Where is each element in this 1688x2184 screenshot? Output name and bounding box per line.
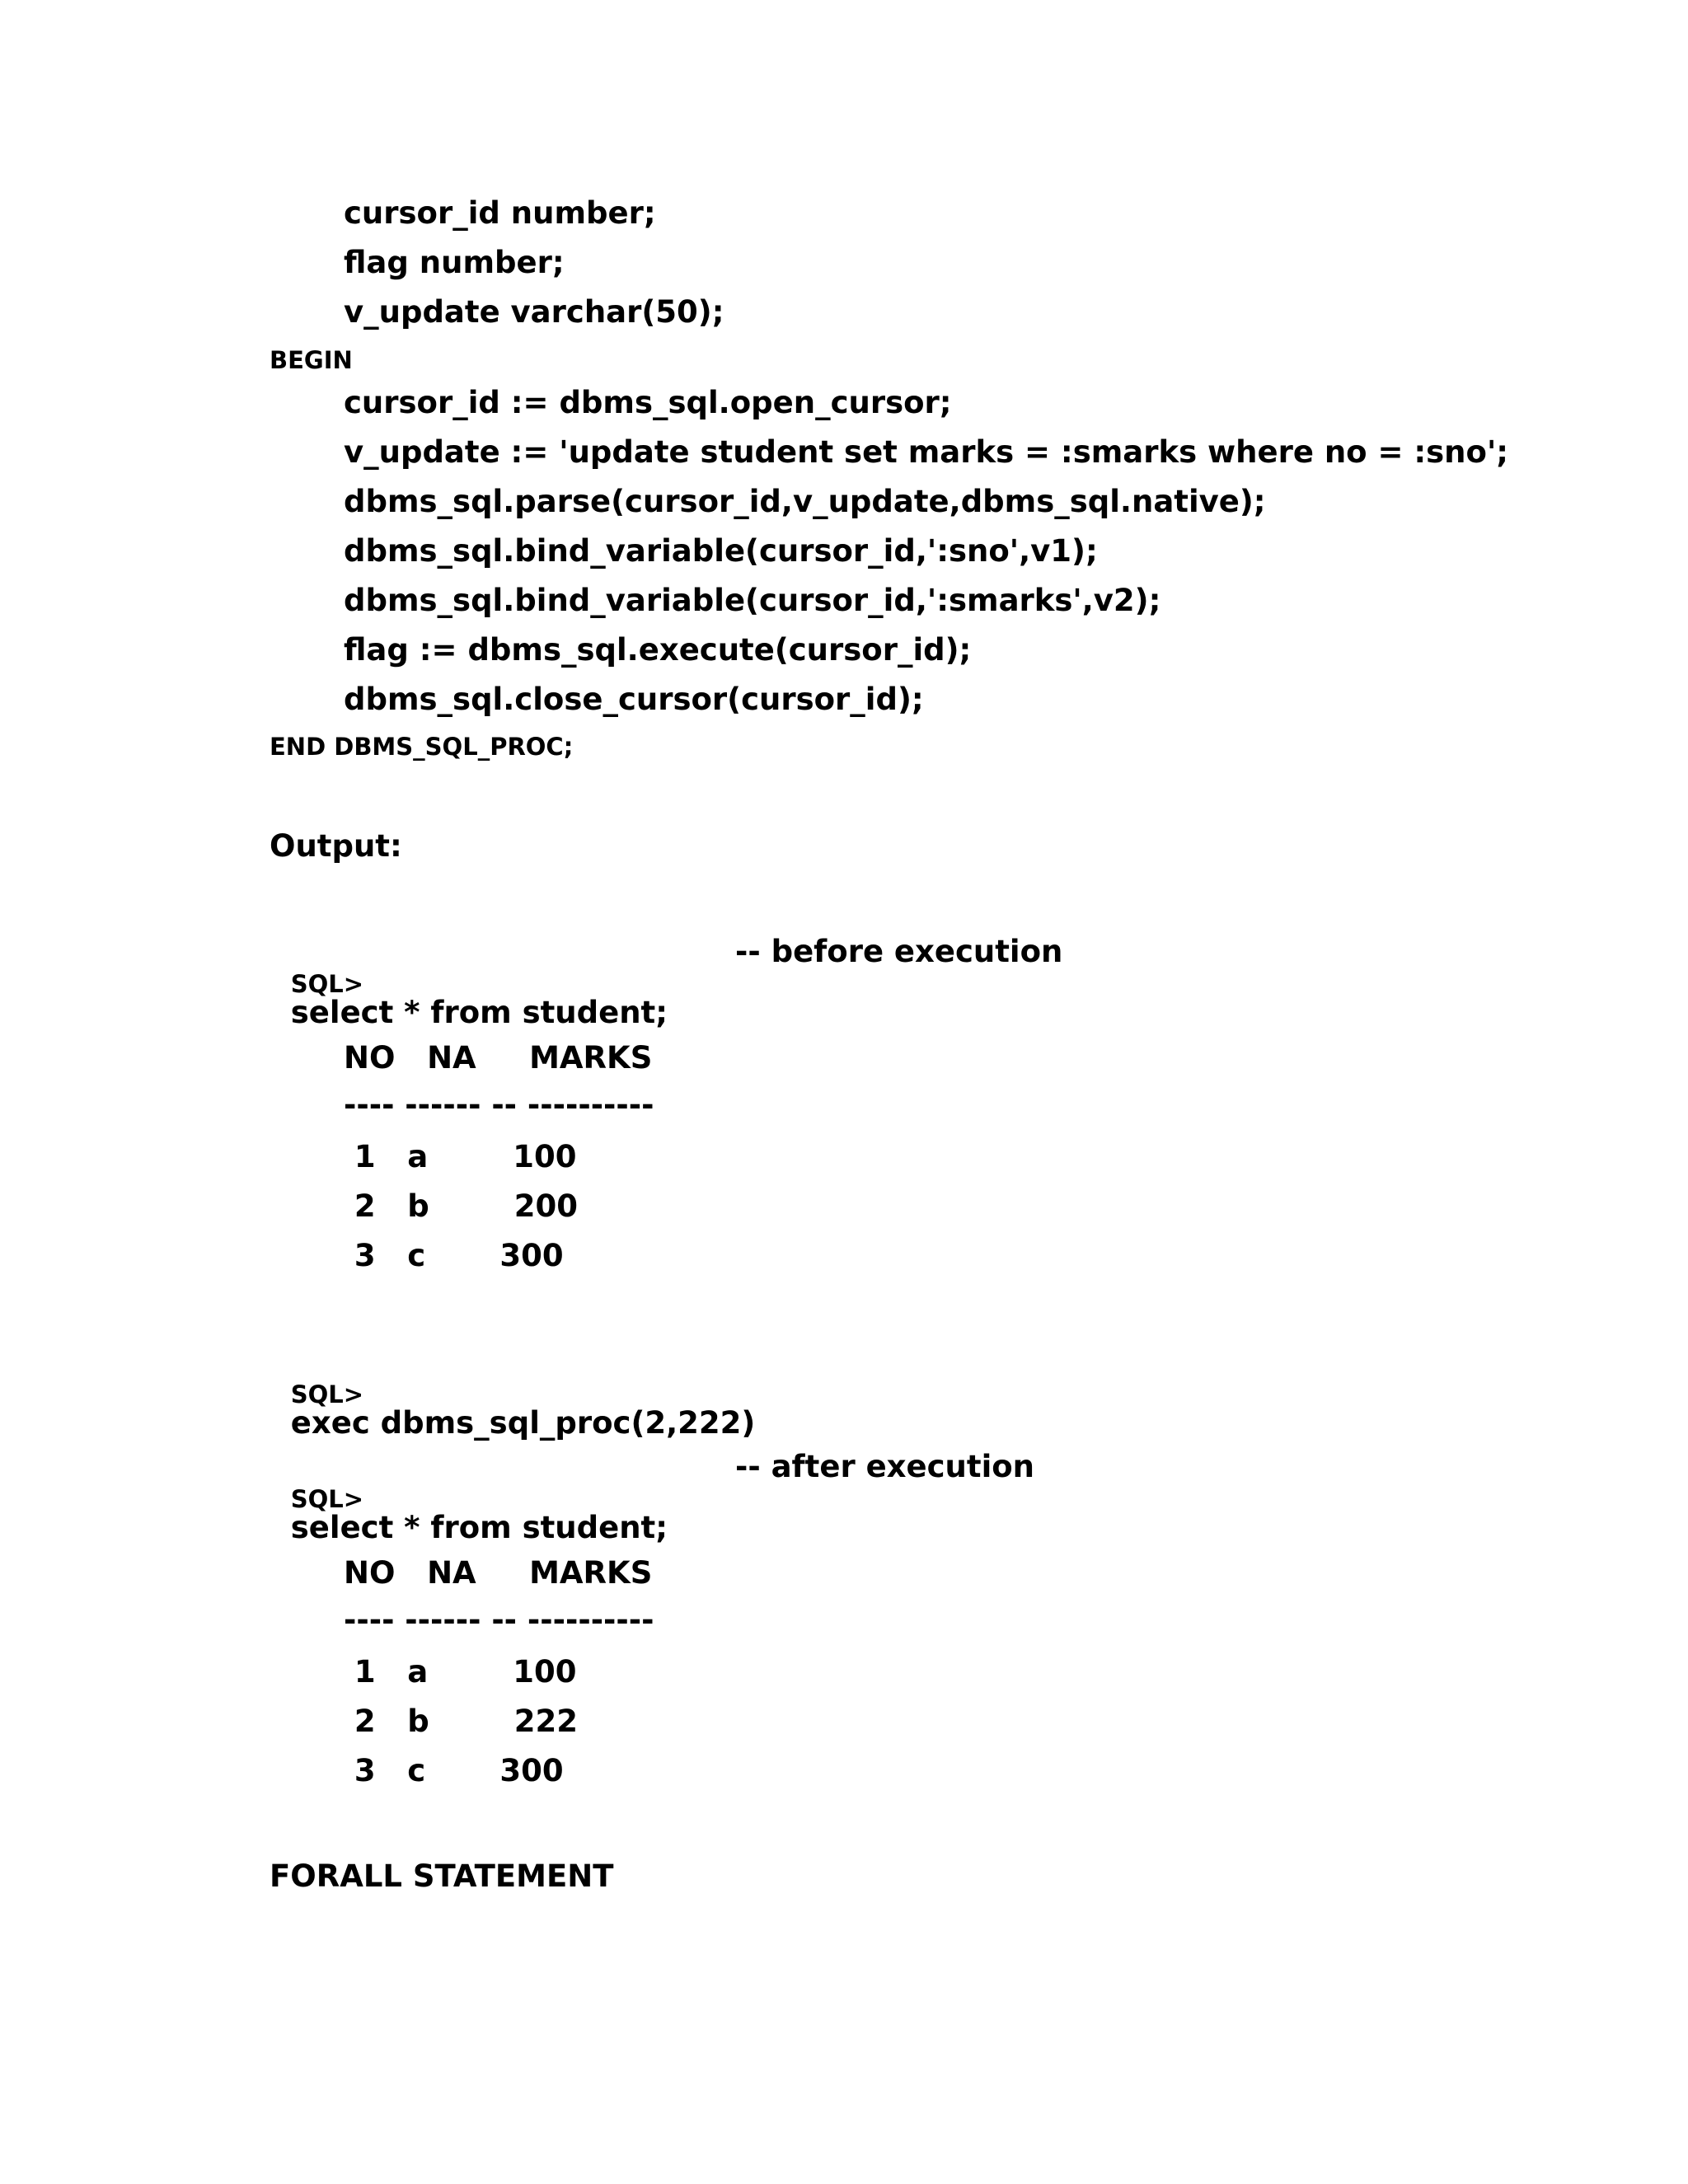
end-keyword: END DBMS_SQL_PROC; <box>270 733 574 761</box>
table-separator: ---- ------ -- ---------- <box>344 1602 654 1638</box>
sql-command: select * from student; <box>290 995 668 1030</box>
sql-prompt: SQL> <box>290 1380 364 1408</box>
section-heading: FORALL STATEMENT <box>270 1858 614 1894</box>
sql-comment: -- after execution <box>735 1449 1035 1484</box>
code-line-declaration: v_update varchar(50); <box>344 294 724 330</box>
table-row: 1 a 100 <box>344 1654 577 1690</box>
table-row: 1 a 100 <box>344 1139 577 1174</box>
sql-prompt: SQL> <box>290 1485 364 1513</box>
table-row: 3 c 300 <box>344 1238 564 1273</box>
sql-query-before <box>270 936 668 1028</box>
code-line-body: v_update := 'update student set marks = :smarks where no = :sno'; <box>344 434 1509 470</box>
code-line-body: dbms_sql.parse(cursor_id,v_update,dbms_sql.native); <box>344 484 1266 519</box>
table-row: 2 b 222 <box>344 1704 579 1739</box>
code-line-body: dbms_sql.close_cursor(cursor_id); <box>344 682 924 717</box>
table-row: 2 b 200 <box>344 1188 579 1224</box>
table-header: NO NA MARKS <box>344 1040 653 1076</box>
table-separator: ---- ------ -- ---------- <box>344 1087 654 1122</box>
code-line-body: dbms_sql.bind_variable(cursor_id,':sno',v1); <box>344 533 1098 569</box>
code-line-body: cursor_id := dbms_sql.open_cursor; <box>344 385 952 420</box>
code-line-body: flag := dbms_sql.execute(cursor_id); <box>344 632 972 668</box>
sql-comment: -- before execution <box>735 934 1063 969</box>
begin-keyword: BEGIN <box>270 346 353 374</box>
table-header: NO NA MARKS <box>344 1555 653 1591</box>
sql-command: select * from student; <box>290 1510 668 1545</box>
sql-command: exec dbms_sql_proc(2,222) <box>290 1405 756 1441</box>
code-line-declaration: flag number; <box>344 245 565 280</box>
table-row: 3 c 300 <box>344 1753 564 1788</box>
code-line-declaration: cursor_id number; <box>344 195 656 231</box>
output-label: Output: <box>270 828 402 864</box>
sql-prompt: SQL> <box>290 970 364 998</box>
code-line-body: dbms_sql.bind_variable(cursor_id,':smarks',v2); <box>344 583 1161 618</box>
sql-query-after <box>270 1451 668 1543</box>
sql-exec <box>270 1347 756 1441</box>
